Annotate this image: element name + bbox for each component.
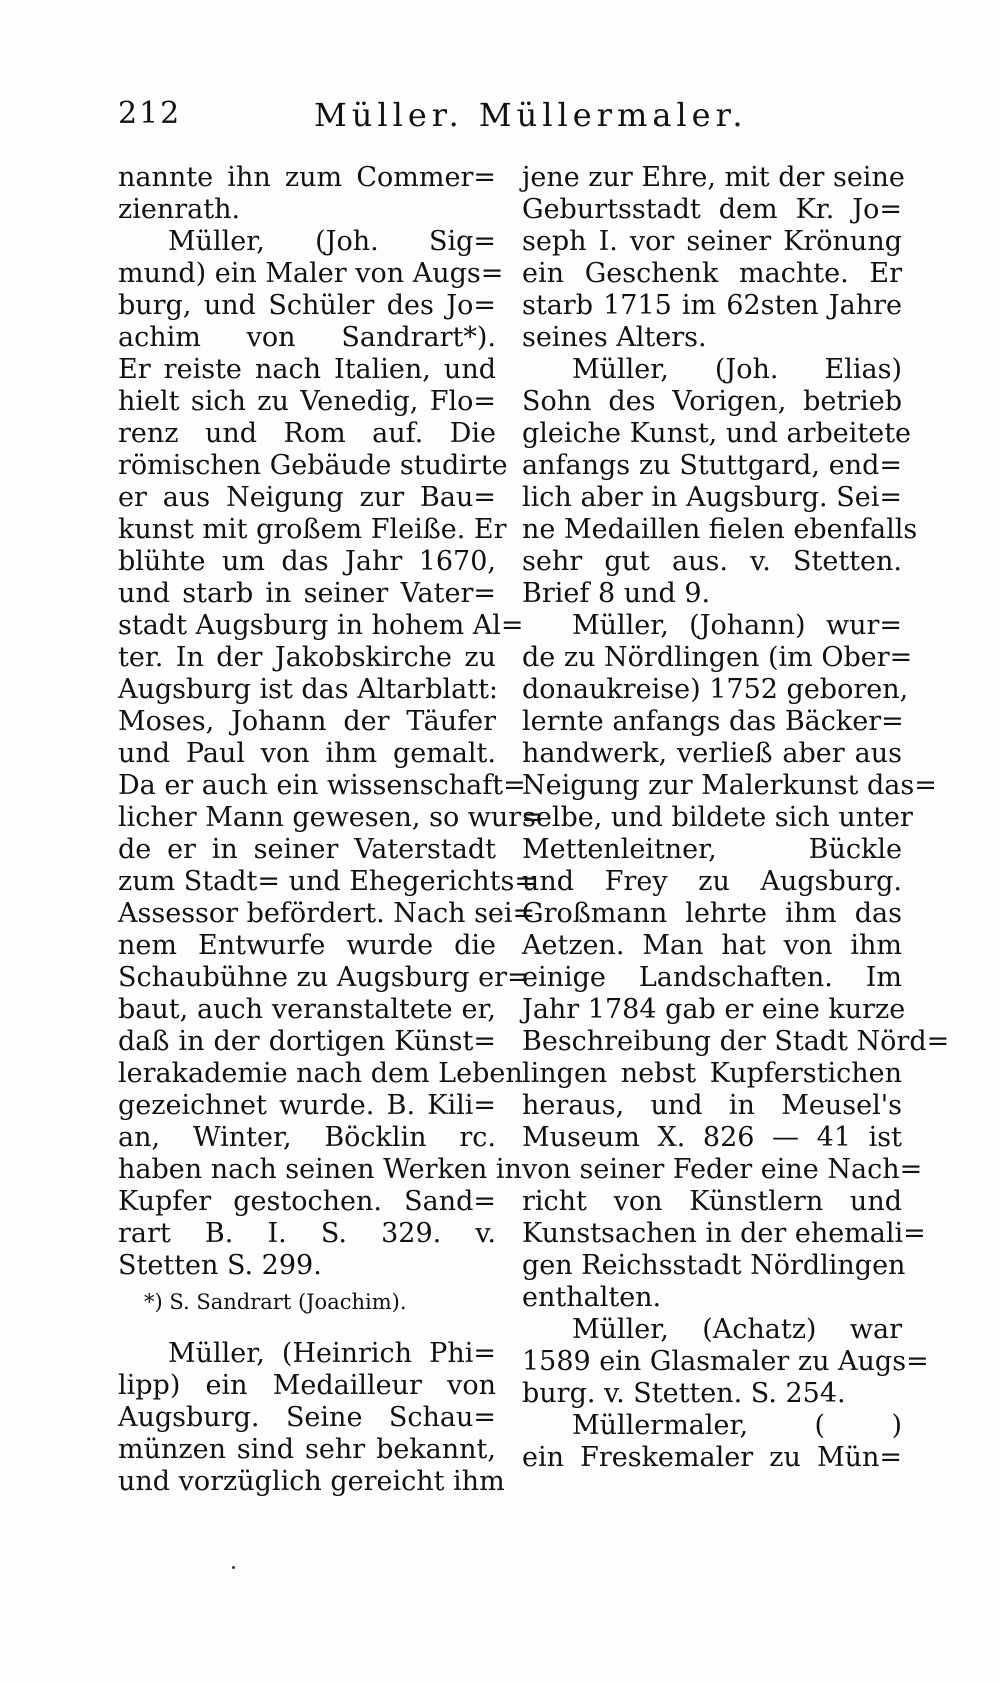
right-column-text-line: Müller, (Joh. Elias)	[572, 354, 902, 385]
left-column-text-line: renz und Rom auf. Die	[118, 418, 496, 449]
left-column-text-line: Da er auch ein wissenschaft=	[118, 770, 526, 801]
right-column-text-line: seph I. vor seiner Krönung	[522, 226, 902, 257]
left-column	[118, 162, 544, 1498]
right-column-text-line: Mettenleitner, Bückle	[522, 834, 902, 865]
left-column-text-line: nannte ihn zum Commer=	[118, 162, 496, 193]
right-column-text-line: anfangs zu Stuttgard, end=	[522, 450, 902, 481]
left-column-text-line: de er in seiner Vaterstadt	[118, 834, 496, 865]
left-column-text-line: Schaubühne zu Augsburg er=	[118, 962, 530, 993]
left-column-text-line: Müller, (Joh. Sig=	[168, 226, 496, 257]
left-column-text-line: Augsburg ist das Altarblatt:	[118, 674, 499, 705]
right-column-text-line: ein Freskemaler zu Mün=	[522, 1442, 902, 1473]
right-column-text-line: 1589 ein Glasmaler zu Augs=	[522, 1346, 929, 1377]
left-column-text-line: Kupfer gestochen. Sand=	[118, 1186, 496, 1217]
left-column-text-line: Moses, Johann der Täufer	[118, 706, 496, 737]
right-column-text-line: Jahr 1784 gab er eine kurze	[522, 994, 906, 1025]
left-column-text-line: stadt Augsburg in hohem Al=	[118, 610, 524, 641]
left-column-text-line: an, Winter, Böcklin rc.	[118, 1122, 496, 1153]
right-column-text-line: Museum X. 826 — 41 ist	[522, 1122, 902, 1153]
left-column-text-line: Stetten S. 299.	[118, 1250, 322, 1281]
right-column-text-line: Beschreibung der Stadt Nörd=	[522, 1026, 950, 1057]
left-column-text-line: mund) ein Maler von Augs=	[118, 258, 504, 289]
right-column-text-line: einige Landschaften. Im	[522, 962, 902, 993]
right-column-text-line: und Frey zu Augsburg.	[522, 866, 902, 897]
right-column-text-line: Großmann lehrte ihm das	[522, 898, 902, 929]
print-speck	[232, 1566, 235, 1569]
right-column-text-line: ein Geschenk machte. Er	[522, 258, 902, 289]
right-column-text-line: ne Medaillen fielen ebenfalls	[522, 514, 918, 545]
right-column-text-line: lingen nebst Kupferstichen	[522, 1058, 902, 1089]
left-column-text-line: licher Mann gewesen, so wur=	[118, 802, 544, 833]
left-column-text-line: blühte um das Jahr 1670,	[118, 546, 496, 577]
left-column-text-line: lerakademie nach dem Leben	[118, 1058, 523, 1089]
left-column-text-line: und vorzüglich gereicht ihm	[118, 1466, 505, 1497]
right-column-text-line: enthalten.	[522, 1282, 662, 1313]
left-column-text-line: haben nach seinen Werken in	[118, 1154, 522, 1185]
right-column-text-line: lernte anfangs das Bäcker=	[522, 706, 904, 737]
left-column-text-line: Assessor befördert. Nach sei=	[118, 898, 536, 929]
right-column	[522, 162, 950, 1474]
right-column-text-line: gleiche Kunst, und arbeitete	[522, 418, 912, 449]
right-column-text-line: Geburtsstadt dem Kr. Jo=	[522, 194, 902, 225]
right-column-text-line: Müller, (Johann) wur=	[572, 610, 902, 641]
left-column-text-line: zienrath.	[118, 194, 241, 225]
left-column-text-line: gezeichnet wurde. B. Kili=	[118, 1090, 496, 1121]
left-column-text-line: burg, und Schüler des Jo=	[118, 290, 496, 321]
left-column-text-line: baut, auch veranstaltete er,	[118, 994, 496, 1025]
left-column-text-line: und Paul von ihm gemalt.	[118, 738, 496, 769]
right-column-text-line: lich aber in Augsburg. Sei=	[522, 482, 902, 513]
running-head: Müller. Müllermaler.	[314, 96, 748, 134]
right-column-text-line: Brief 8 und 9.	[522, 578, 711, 609]
right-column-text-line: Aetzen. Man hat von ihm	[522, 930, 902, 961]
right-column-text-line: sehr gut aus. v. Stetten.	[522, 546, 902, 577]
right-column-text-line: Kunstsachen in der ehemali=	[522, 1218, 926, 1249]
left-column-text-line: achim von Sandrart*).	[118, 322, 496, 353]
left-column-text-line: zum Stadt= und Ehegerichts=	[118, 866, 537, 897]
right-column-text-line: burg. v. Stetten. S. 254.	[522, 1378, 846, 1409]
right-column-text-line: Müller, (Achatz) war	[572, 1314, 902, 1345]
right-column-text-line: Neigung zur Malerkunst das=	[522, 770, 937, 801]
left-column-text-line: ter. In der Jakobskirche zu	[118, 642, 496, 673]
left-column-text-line: nem Entwurfe wurde die	[118, 930, 496, 961]
right-column-text-line: starb 1715 im 62sten Jahre	[522, 290, 902, 321]
right-column-text-line: gen Reichsstadt Nördlingen	[522, 1250, 906, 1281]
left-column-text-line: und starb in seiner Vater=	[118, 578, 496, 609]
left-column-text-line: hielt sich zu Venedig, Flo=	[118, 386, 496, 417]
page-number: 212	[118, 96, 182, 131]
right-column-text-line: Sohn des Vorigen, betrieb	[522, 386, 902, 417]
right-column-text-line: seines Alters.	[522, 322, 707, 353]
page-header	[118, 96, 938, 146]
right-column-text-line: richt von Künstlern und	[522, 1186, 902, 1217]
left-column-text-line: lipp) ein Medailleur von	[118, 1370, 496, 1401]
left-column-text-line: Augsburg. Seine Schau=	[118, 1402, 496, 1433]
right-column-text-line: von seiner Feder eine Nach=	[522, 1154, 923, 1185]
right-column-text-line: selbe, und bildete sich unter	[522, 802, 913, 833]
right-column-text-line: jene zur Ehre, mit der seine	[522, 162, 905, 193]
left-column-text-line: Er reiste nach Italien, und	[118, 354, 496, 385]
left-column-text-line: er aus Neigung zur Bau=	[118, 482, 496, 513]
left-column-text-line: rart B. I. S. 329. v.	[118, 1218, 496, 1249]
left-column-text-line: münzen sind sehr bekannt,	[118, 1434, 496, 1465]
right-column-text-line: heraus, und in Meusel's	[522, 1090, 902, 1121]
right-column-text-line: de zu Nördlingen (im Ober=	[522, 642, 913, 673]
left-column-text-line: daß in der dortigen Künst=	[118, 1026, 496, 1057]
footnote: *) S. Sandrart (Joachim).	[144, 1290, 407, 1314]
left-column-text-line: kunst mit großem Fleiße. Er	[118, 514, 507, 545]
right-column-text-line: Müllermaler, ( )	[572, 1410, 902, 1441]
right-column-text-line: donaukreise) 1752 geboren,	[522, 674, 909, 705]
left-column-text-line: römischen Gebäude studirte	[118, 450, 508, 481]
left-column-text-line: Müller, (Heinrich Phi=	[168, 1338, 496, 1369]
right-column-text-line: handwerk, verließ aber aus	[522, 738, 902, 769]
